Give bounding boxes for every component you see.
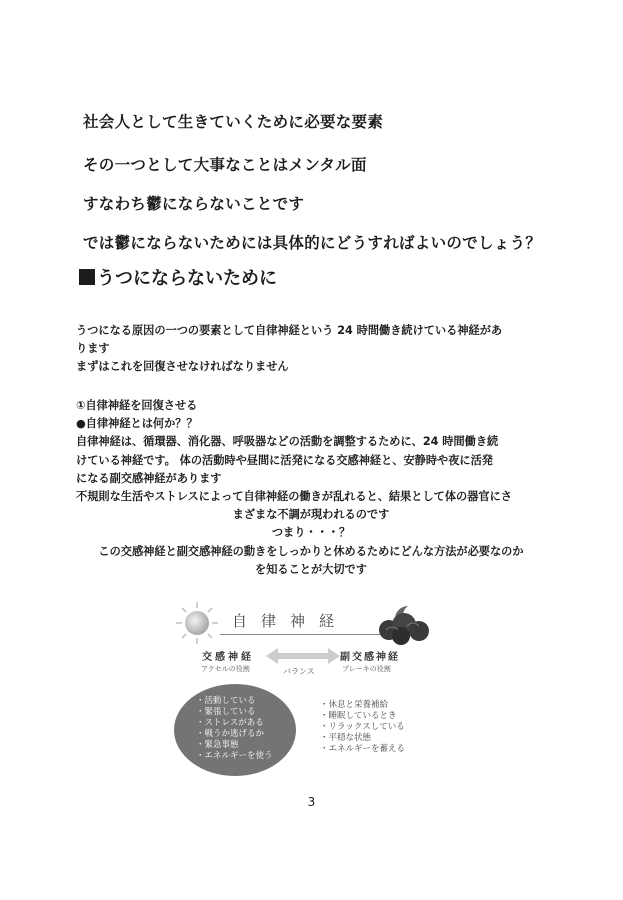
- heading-4: では鬱にならないためには具体的にどうすればよいのでしょう？: [83, 234, 542, 252]
- list-item: ・ストレスがある: [196, 718, 264, 728]
- heading-2: その一つとして大事なことはメンタル面: [83, 156, 367, 174]
- intro-paragraph: [76, 322, 546, 377]
- body-line: 不規則な生活やストレスによって自律神経の働きが乱れると、結果として体の器官にさ: [76, 490, 512, 504]
- page-number: 3: [307, 795, 316, 809]
- intro-line: ります: [76, 342, 110, 356]
- intro-line: うつになる原因の一つの要素として自律神経という 24 時間働き続けている神経があ: [76, 324, 503, 337]
- sympathetic-role: アクセルの役割: [201, 665, 250, 673]
- balance-arrow-icon: [266, 648, 340, 664]
- diagram-title: 自律神経: [232, 612, 349, 630]
- heading-3: すなわち鬱にならないことです: [83, 195, 305, 213]
- sympathetic-label: 交感神経: [202, 652, 254, 663]
- list-item: ・緊張している: [196, 707, 256, 717]
- parasympathetic-label: 副交感神経: [340, 652, 400, 663]
- list-item: ・休息と栄養補給: [320, 700, 389, 710]
- list-item: ・活動している: [196, 696, 256, 706]
- moon-cloud-icon: [372, 600, 434, 646]
- body-line-centered: まざまな不調が現われるのです: [232, 508, 390, 522]
- section-title: [79, 264, 277, 290]
- sympathetic-list: [196, 696, 273, 762]
- subsection-heading: ①自律神経を回復させる: [76, 399, 198, 412]
- conclusion-line: この交感神経と副交感神経の動きをしっかりと休めるためにどんな方法が必要なのか: [98, 544, 524, 558]
- section-title-text: うつにならないために: [97, 268, 277, 289]
- list-item: ・睡眠しているとき: [320, 711, 397, 721]
- list-item: ・平穏な状態: [320, 733, 372, 743]
- parasympathetic-list: [320, 700, 405, 755]
- body-line: けている神経です。 体の活動時や昼間に活発になる交感神経と、安静時や夜に活発: [76, 453, 493, 467]
- diagram-title-underline: [220, 634, 380, 635]
- list-item: ・リラックスしている: [320, 722, 405, 732]
- body-line-centered: つまり・・・？: [271, 526, 351, 540]
- subsection-question: ●自律神経とは何か？？: [76, 417, 198, 431]
- list-item: ・エネルギーを使う: [196, 751, 273, 761]
- parasympathetic-role: ブレーキの役割: [342, 665, 391, 673]
- balance-label: バランス: [283, 667, 315, 676]
- subsection: [76, 397, 546, 579]
- list-item: ・戦うか逃げるか: [196, 729, 265, 739]
- body-line: になる副交感神経があります: [76, 471, 222, 485]
- intro-line: まずはこれを回復させなければなりません: [76, 360, 289, 374]
- autonomic-nerve-diagram: [170, 604, 470, 784]
- body-line: 自律神経は、循環器、消化器、呼吸器などの活動を調整するために、24 時間働き続: [76, 435, 499, 449]
- square-icon: [79, 269, 95, 285]
- heading-1: 社会人として生きていくために必要な要素: [83, 113, 384, 131]
- sun-icon: [174, 600, 220, 646]
- list-item: ・エネルギーを蓄える: [320, 744, 406, 754]
- list-item: ・緊急事態: [196, 740, 239, 750]
- conclusion-line: を知ることが大切です: [255, 562, 367, 576]
